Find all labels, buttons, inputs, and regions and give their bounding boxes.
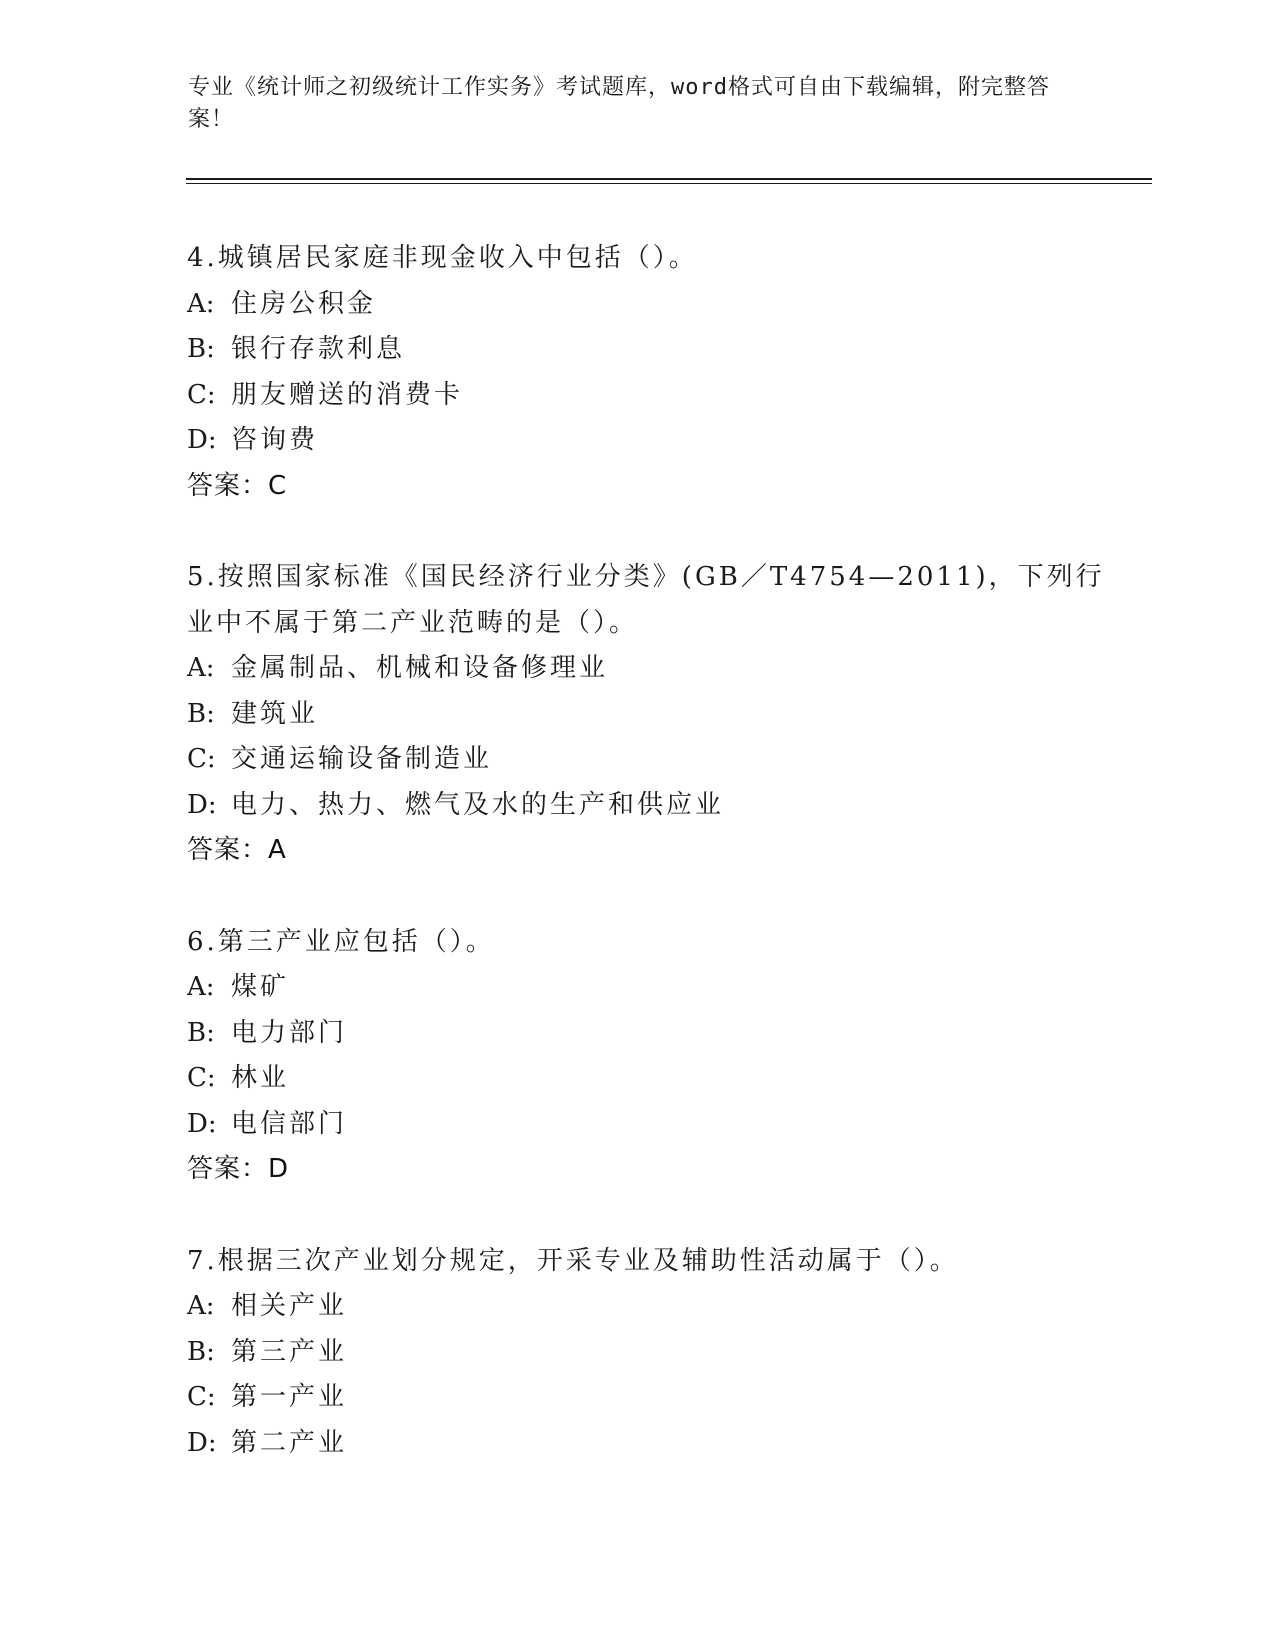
option-a xyxy=(187,646,1127,692)
header-divider-thick xyxy=(186,178,1152,180)
option-d xyxy=(187,418,1127,464)
option-text: 煤矿 xyxy=(231,972,290,1002)
option-letter: D: xyxy=(187,1108,217,1139)
question-block xyxy=(187,555,1127,874)
option-text: 交通运输设备制造业 xyxy=(231,744,493,774)
document-header: 专业《统计师之初级统计工作实务》考试题库，word格式可自由下载编辑，附完整答案！ xyxy=(188,75,1050,132)
option-letter: D: xyxy=(187,789,217,820)
option-b xyxy=(187,327,1127,373)
option-letter: A: xyxy=(187,1291,215,1321)
option-text: 电力、热力、燃气及水的生产和供应业 xyxy=(231,789,725,820)
option-b xyxy=(187,692,1127,738)
question-stem: 6.第三产业应包括（）。 xyxy=(187,926,495,957)
option-letter: B: xyxy=(187,334,215,364)
option-letter: C: xyxy=(187,1063,216,1093)
answer-line: 答案：A xyxy=(187,835,287,865)
option-letter: C: xyxy=(187,1382,216,1412)
option-letter: B: xyxy=(187,1017,215,1048)
option-letter: C: xyxy=(187,379,216,410)
option-c xyxy=(187,737,1127,783)
option-d xyxy=(187,783,1127,829)
option-text: 朋友赠送的消费卡 xyxy=(231,379,464,410)
option-b xyxy=(187,1011,1127,1057)
option-text: 林业 xyxy=(231,1063,290,1093)
option-text: 第一产业 xyxy=(231,1382,348,1412)
question-block xyxy=(187,1239,1127,1467)
option-letter: A: xyxy=(187,288,215,319)
answer-line: 答案：C xyxy=(187,470,288,501)
question-list xyxy=(187,236,1127,1512)
option-a xyxy=(187,282,1127,328)
option-text: 第三产业 xyxy=(231,1336,348,1367)
question-stem: 5.按照国家标准《国民经济行业分类》(GB／T4754—2011)，下列行业中不属于第二产业范畴的是（）。 xyxy=(187,562,1105,638)
question-stem: 4.城镇居民家庭非现金收入中包括（）。 xyxy=(187,243,698,273)
question-block xyxy=(187,920,1127,1193)
option-text: 电力部门 xyxy=(231,1017,348,1048)
option-letter: C: xyxy=(187,744,216,774)
option-d xyxy=(187,1102,1127,1148)
header-divider-thin xyxy=(186,183,1152,184)
option-letter: A: xyxy=(187,972,215,1002)
option-b xyxy=(187,1330,1127,1376)
option-c xyxy=(187,1056,1127,1102)
option-letter: A: xyxy=(187,653,215,683)
option-d xyxy=(187,1421,1127,1467)
option-letter: D: xyxy=(187,425,217,455)
option-text: 第二产业 xyxy=(231,1427,348,1458)
option-letter: B: xyxy=(187,698,215,729)
option-c xyxy=(187,373,1127,419)
answer-line: 答案：D xyxy=(187,1154,290,1184)
question-block xyxy=(187,236,1127,509)
option-a xyxy=(187,965,1127,1011)
option-text: 相关产业 xyxy=(231,1291,348,1321)
option-text: 银行存款利息 xyxy=(231,334,406,364)
option-c xyxy=(187,1375,1127,1421)
option-text: 电信部门 xyxy=(231,1108,348,1139)
option-letter: B: xyxy=(187,1336,215,1367)
option-text: 建筑业 xyxy=(231,698,319,729)
option-text: 住房公积金 xyxy=(231,288,377,319)
option-text: 金属制品、机械和设备修理业 xyxy=(231,653,609,683)
question-stem: 7.根据三次产业划分规定，开采专业及辅助性活动属于（）。 xyxy=(187,1245,959,1276)
option-text: 咨询费 xyxy=(231,425,319,455)
option-letter: D: xyxy=(187,1427,217,1458)
option-a xyxy=(187,1284,1127,1330)
